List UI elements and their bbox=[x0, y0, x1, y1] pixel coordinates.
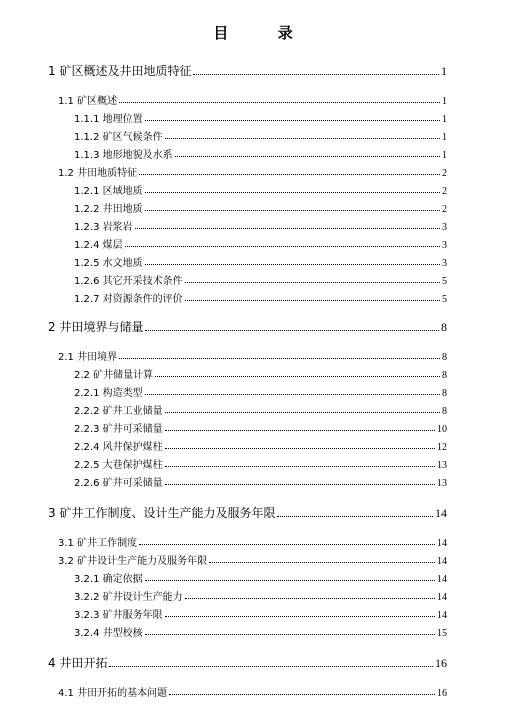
dot-leader bbox=[119, 358, 440, 359]
toc-entry-page-number: 16 bbox=[435, 656, 447, 670]
dot-leader bbox=[185, 300, 440, 301]
toc-entry-label: 2.2 矿井储量计算 bbox=[74, 370, 154, 381]
toc-entry-page-number: 14 bbox=[435, 506, 447, 520]
toc-entry-label: 3.1 矿井工作制度 bbox=[58, 538, 138, 549]
toc-entry-page-number: 1 bbox=[441, 64, 447, 78]
toc-entry-page-number: 1 bbox=[442, 150, 447, 161]
toc-entry-page-number: 14 bbox=[437, 610, 447, 621]
toc-entry-page-number: 14 bbox=[437, 592, 447, 603]
toc-entry-page-number: 14 bbox=[437, 538, 447, 549]
toc-entry-page-number: 5 bbox=[442, 276, 447, 287]
dot-leader bbox=[185, 598, 435, 599]
toc-entry-level3[interactable] bbox=[74, 254, 447, 269]
toc-entry-level1[interactable] bbox=[48, 654, 447, 671]
dot-leader bbox=[193, 74, 439, 75]
toc-entry-level3[interactable] bbox=[74, 236, 447, 251]
toc-entry-page-number: 1 bbox=[442, 96, 447, 107]
toc-entry-label: 1.1.1 地理位置 bbox=[74, 114, 143, 125]
toc-entry-label: 3.2.1 确定依据 bbox=[74, 574, 143, 585]
toc-entry-label: 1.2.1 区域地质 bbox=[74, 186, 143, 197]
toc-entry-label: 3.2.4 井型校核 bbox=[74, 628, 143, 639]
toc-title: 目 录 bbox=[213, 24, 315, 42]
dot-leader bbox=[145, 634, 435, 635]
toc-entry-page-number: 8 bbox=[442, 370, 447, 381]
toc-entry-label: 2.2.1 构造类型 bbox=[74, 388, 143, 399]
toc-entry-page-number: 10 bbox=[437, 424, 447, 435]
toc-entry-label: 1.1.3 地形地貌及水系 bbox=[74, 150, 173, 161]
toc-entry-level3[interactable] bbox=[74, 438, 447, 453]
toc-entry-page-number: 14 bbox=[437, 574, 447, 585]
toc-entry-label: 1.2.3 岩浆岩 bbox=[74, 222, 133, 233]
toc-entry-level3[interactable] bbox=[74, 110, 447, 125]
toc-entry-level3[interactable] bbox=[74, 420, 447, 435]
toc-entry-label: 2.2.2 矿井工业储量 bbox=[74, 406, 163, 417]
dot-leader bbox=[139, 544, 435, 545]
toc-entry-level3[interactable] bbox=[74, 200, 447, 215]
toc-entry-page-number: 14 bbox=[437, 556, 447, 567]
dot-leader bbox=[145, 394, 440, 395]
toc-entry-page-number: 16 bbox=[437, 688, 447, 699]
toc-entry-label: 2.2.3 矿井可采储量 bbox=[74, 424, 163, 435]
toc-entry-label: 1.2.6 其它开采技术条件 bbox=[74, 276, 183, 287]
dot-leader bbox=[145, 192, 440, 193]
dot-leader bbox=[145, 580, 435, 581]
toc-entry-level1[interactable] bbox=[48, 504, 447, 521]
toc-entry-label: 2 井田境界与储量 bbox=[48, 320, 144, 334]
toc-entry-page-number: 8 bbox=[442, 352, 447, 363]
dot-leader bbox=[165, 448, 435, 449]
toc-entry-page-number: 5 bbox=[442, 294, 447, 305]
toc-entry-level3[interactable] bbox=[74, 182, 447, 197]
toc-entry-page-number: 13 bbox=[437, 478, 447, 489]
toc-entry-label: 1.1 矿区概述 bbox=[58, 96, 118, 107]
dot-leader bbox=[165, 466, 435, 467]
toc-entry-label: 1.2 井田地质特征 bbox=[58, 168, 138, 179]
toc-entry-page-number: 3 bbox=[442, 222, 447, 233]
toc-entry-page-number: 1 bbox=[442, 132, 447, 143]
toc-entry-label: 3.2.3 矿井服务年限 bbox=[74, 610, 163, 621]
toc-entry-level3[interactable] bbox=[74, 588, 447, 603]
toc-entry-page-number: 12 bbox=[437, 442, 447, 453]
dot-leader bbox=[185, 282, 440, 283]
toc-entry-level3[interactable] bbox=[74, 128, 447, 143]
toc-entry-page-number: 8 bbox=[442, 388, 447, 399]
dot-leader bbox=[109, 666, 433, 667]
toc-entry-page-number: 3 bbox=[442, 258, 447, 269]
toc-entry-level2[interactable] bbox=[58, 684, 447, 699]
dot-leader bbox=[135, 228, 440, 229]
toc-entry-label: 1.2.4 煤层 bbox=[74, 240, 123, 251]
toc-entry-label: 2.2.6 矿井可采储量 bbox=[74, 478, 163, 489]
toc-entry-page-number: 2 bbox=[442, 204, 447, 215]
toc-entry-label: 4 井田开拓 bbox=[48, 656, 108, 670]
toc-entry-level1[interactable] bbox=[48, 318, 447, 335]
toc-entry-page-number: 2 bbox=[442, 186, 447, 197]
dot-leader bbox=[165, 412, 440, 413]
toc-entry-label: 2.2.5 大巷保护煤柱 bbox=[74, 460, 163, 471]
dot-leader bbox=[277, 516, 433, 517]
toc-entry-page-number: 3 bbox=[442, 240, 447, 251]
toc-entry-label: 2.2.4 风井保护煤柱 bbox=[74, 442, 163, 453]
toc-entry-label: 1.1.2 矿区气候条件 bbox=[74, 132, 163, 143]
toc-entry-page-number: 1 bbox=[442, 114, 447, 125]
toc-entry-page-number: 15 bbox=[437, 628, 447, 639]
toc-entry-level3[interactable] bbox=[74, 606, 447, 621]
toc-entry-page-number: 13 bbox=[437, 460, 447, 471]
toc-entry-label: 3.2 矿井设计生产能力及服务年限 bbox=[58, 556, 208, 567]
dot-leader bbox=[139, 174, 440, 175]
toc-entry-label: 3 矿井工作制度、设计生产能力及服务年限 bbox=[48, 506, 276, 520]
toc-entry-level3[interactable] bbox=[74, 456, 447, 471]
toc-entry-page-number: 2 bbox=[442, 168, 447, 179]
dot-leader bbox=[175, 156, 440, 157]
toc-entry-label: 1.2.7 对资源条件的评价 bbox=[74, 294, 183, 305]
toc-entry-level2[interactable] bbox=[58, 164, 447, 179]
toc-entry-label: 1.2.5 水文地质 bbox=[74, 258, 143, 269]
toc-entry-level3[interactable] bbox=[74, 146, 447, 161]
toc-entry-label: 1.2.2 井田地质 bbox=[74, 204, 143, 215]
dot-leader bbox=[125, 246, 440, 247]
toc-entry-level3[interactable] bbox=[74, 384, 447, 399]
dot-leader bbox=[165, 138, 440, 139]
dot-leader bbox=[169, 694, 435, 695]
toc-entry-level3[interactable] bbox=[74, 290, 447, 305]
toc-entry-level3[interactable] bbox=[74, 366, 447, 381]
dot-leader bbox=[145, 120, 440, 121]
dot-leader bbox=[155, 376, 440, 377]
toc-entry-level2[interactable] bbox=[58, 92, 447, 107]
dot-leader bbox=[145, 330, 439, 331]
toc-entry-level3[interactable] bbox=[74, 570, 447, 585]
toc-entry-label: 3.2.2 矿井设计生产能力 bbox=[74, 592, 183, 603]
toc-entry-label: 4.1 井田开拓的基本问题 bbox=[58, 688, 168, 699]
toc-entry-label: 1 矿区概述及井田地质特征 bbox=[48, 64, 192, 78]
toc-entry-label: 2.1 井田境界 bbox=[58, 352, 118, 363]
dot-leader bbox=[165, 430, 435, 431]
toc-entry-level2[interactable] bbox=[58, 348, 447, 363]
dot-leader bbox=[209, 562, 435, 563]
dot-leader bbox=[119, 102, 440, 103]
toc-entry-level3[interactable] bbox=[74, 402, 447, 417]
dot-leader bbox=[165, 616, 435, 617]
toc-entry-level3[interactable] bbox=[74, 474, 447, 489]
toc-entry-level3[interactable] bbox=[74, 624, 447, 639]
toc-entry-page-number: 8 bbox=[441, 320, 447, 334]
dot-leader bbox=[145, 210, 440, 211]
toc-entry-level1[interactable] bbox=[48, 62, 447, 79]
dot-leader bbox=[165, 484, 435, 485]
toc-entry-page-number: 8 bbox=[442, 406, 447, 417]
toc-entry-level3[interactable] bbox=[74, 218, 447, 233]
dot-leader bbox=[145, 264, 440, 265]
toc-entry-level2[interactable] bbox=[58, 534, 447, 549]
toc-entry-level3[interactable] bbox=[74, 272, 447, 287]
toc-entry-level2[interactable] bbox=[58, 552, 447, 567]
